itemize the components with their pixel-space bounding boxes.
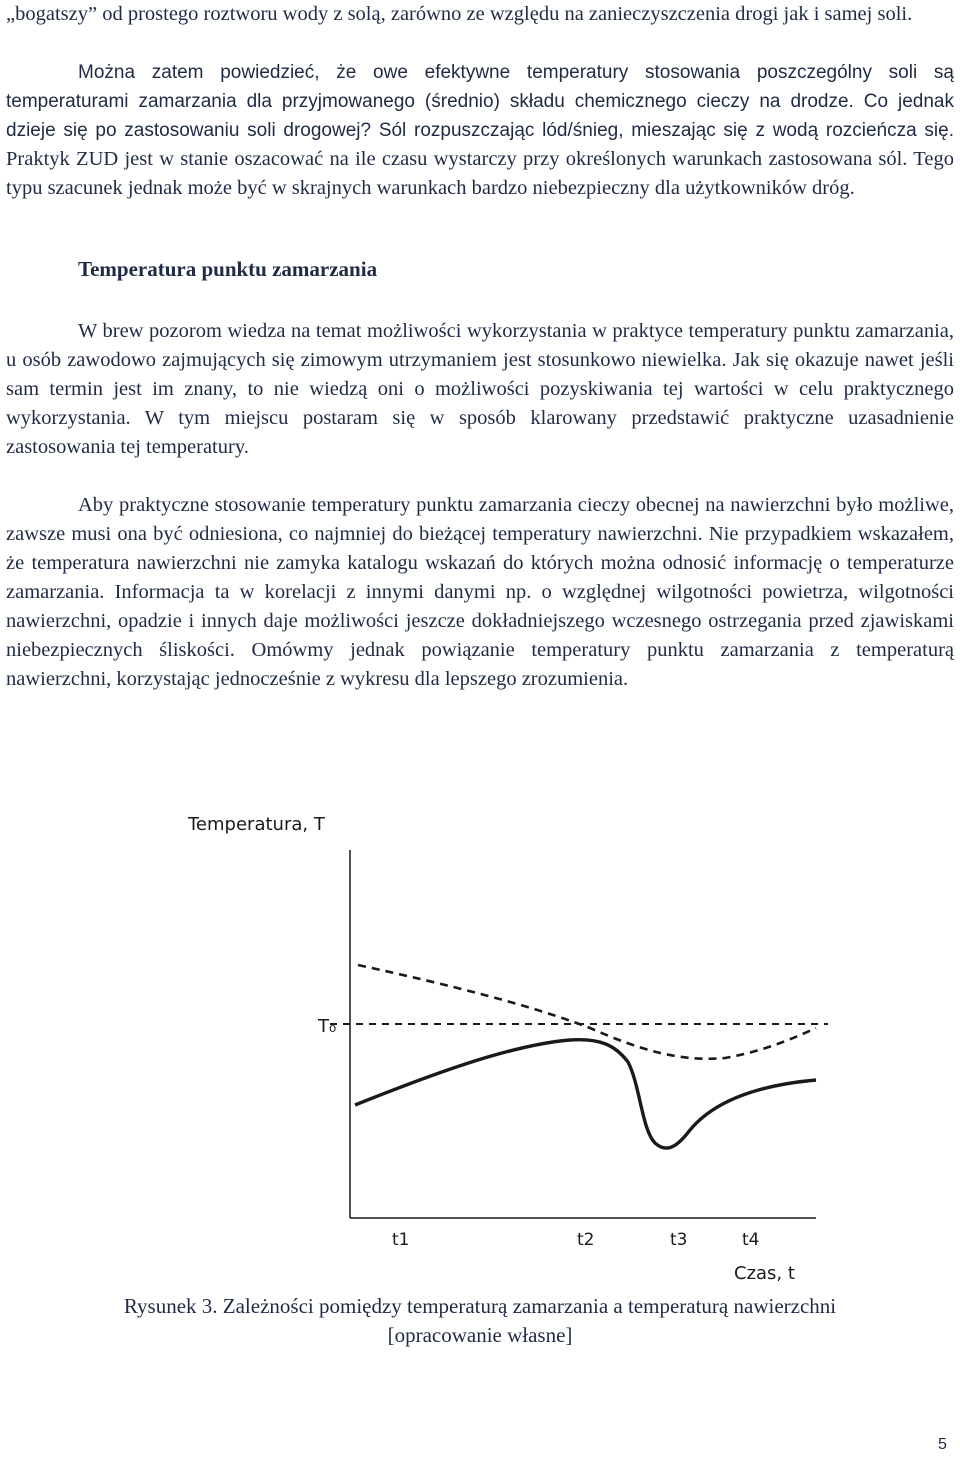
paragraph-knowledge: W brew pozorom wiedza na temat możliwości wykorzystania w praktyce temperatury punktu zamarzania, u osób zawodowo zajmujących się zimowym utrzymaniem jest stosunkowo niewielka. Jak się okazuje nawet jeśli sam termin jest im znany, to nie wiedzą oni o możliwości pozyskiwania tej wartości w celu praktycznego wykorzystania. W tym miejscu postaram się w sposób klarowany przedstawić praktyczne uzasadnienie zastosowania tej temperatury. xyxy=(6,320,954,458)
tick-label-t3: t3 xyxy=(670,1230,688,1250)
x-axis-label: Czas, t xyxy=(734,1263,795,1284)
paragraph-practical-use: Aby praktyczne stosowanie temperatury punktu zamarzania cieczy obecnej na nawierzchni było możliwe, zawsze musi ona być odniesiona, co najmniej do bieżącej temperatury nawierzchni. Nie przypadkiem wskazałem, że temperatura nawierzchni nie zamyka katalogu wskazań do których można odnosić informację o temperaturze zamarzania. Informacja ta w korelacji z innymi danymi np. o względnej wilgotności powietrza, wilgotności nawierzchni, opadzie i innych daje możliwości jeszcze dokładniejszego wczesnego ostrzegania przed zjawiskami niebezpiecznych śliskości. Omówmy jednak powiązanie temperatury punktu zamarzania z temperaturą nawierzchni, korzystając jednocześnie z wykresu dla lepszego zrozumienia. xyxy=(6,494,954,690)
tick-label-t2: t2 xyxy=(577,1230,595,1250)
t0-label: T₀ xyxy=(318,1016,337,1037)
figure-caption: Rysunek 3. Zależności pomiędzy temperaturą zamarzania a temperaturą nawierzchni xyxy=(123,1294,837,1318)
tick-label-t4: t4 xyxy=(742,1230,760,1250)
tick-label-t1: t1 xyxy=(392,1230,410,1250)
freezing-point-chart xyxy=(150,800,850,1290)
paragraph-intro: „bogatszy” od prostego roztworu wody z solą, zarówno ze względu na zanieczyszczenia drogi jak i samej soli. xyxy=(6,3,913,25)
surface-temperature-line xyxy=(355,1040,816,1148)
y-axis-label: Temperatura, T xyxy=(188,814,325,835)
section-heading: Temperatura punktu zamarzania xyxy=(78,257,378,281)
paragraph-effective-temperatures xyxy=(6,58,954,203)
paragraph-effective-temperatures-part-b: Praktyk ZUD jest w stanie oszacować na ile czasu wystarczy przy określonych warunkach zastosowana sól. Tego typu szacunek jednak może być w skrajnych warunkach bardzo niebezpieczny dla użytkowników dróg. xyxy=(6,148,954,199)
paragraph-effective-temperatures-part-a: Można zatem powiedzieć, że owe efektywne temperatury stosowania poszczególny soli są temperaturami zamarzania dla przyjmowanego (średnio) składu chemicznego cieczy na drodze. Co jednak dzieje się po zastosowaniu soli drogowej? Sól rozpuszczając lód/śnieg, mieszając się z wodą rozcieńcza się. xyxy=(6,62,954,141)
freezing-temperature-line xyxy=(358,965,816,1059)
figure-caption-source: [opracowanie własne] xyxy=(387,1323,573,1347)
page-number: 5 xyxy=(938,1436,947,1453)
